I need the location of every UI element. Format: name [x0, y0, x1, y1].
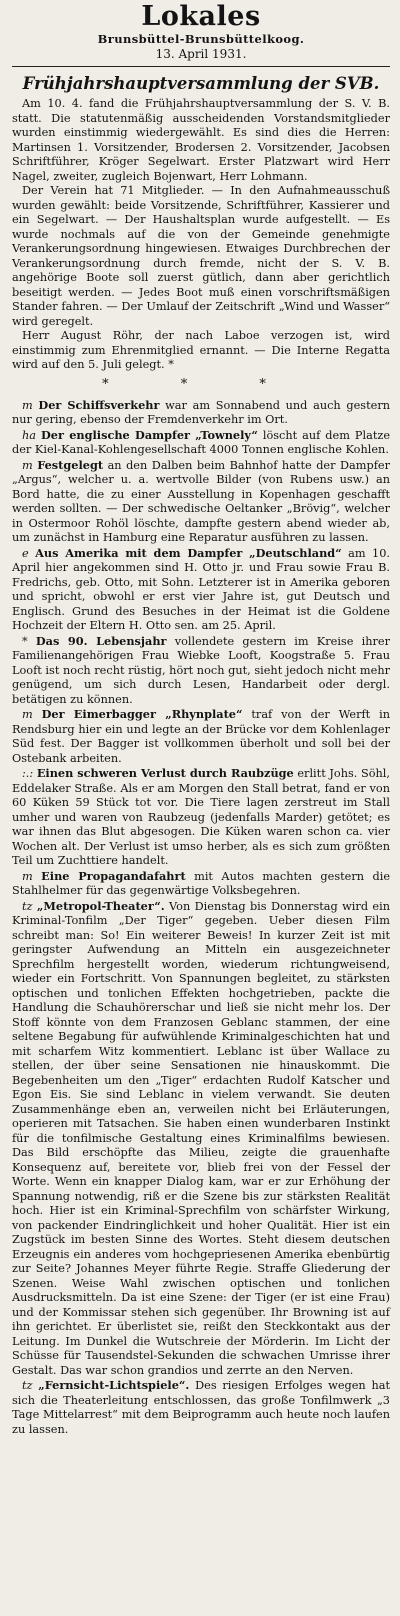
- notice-item: [12, 707, 390, 766]
- notice-lead: Eine Propagandafahrt: [41, 868, 186, 883]
- notice-tag: tz: [22, 1379, 33, 1392]
- notice-item: [12, 428, 390, 458]
- notice-item: [12, 869, 390, 899]
- notice-text: an den Dalben beim Bahnhof hatte der Dampfer „Argus“, welcher u. a. wertvolle Bilder (von Rubens usw.) an Bord hatte, die zu einer Ausstellung in Kopenhagen geschafft werden sollten. — Der schwedische Oeltanker „Brövig“, welcher in Ostermoor Rohöl löschte, dampfte gestern abend wieder ab, um zunächst in Hamburg eine Reparatur ausführen zu lassen.: [12, 458, 391, 544]
- notice-text: Des riesigen Erfolges wegen hat sich die Theaterleitung entschlossen, das große Tonfilmwerk „3 Tage Mittelarrest“ mit dem Beiprogramm auch heute noch laufen zu lassen.: [12, 1379, 390, 1436]
- separator-stars: * * *: [102, 376, 300, 392]
- notice-lead: Einen schweren Verlust durch Raubzüge: [36, 766, 294, 780]
- notice-item: [12, 766, 390, 869]
- notice-lead: Das 90. Lebensjahr: [35, 633, 167, 648]
- masthead-subtitle: Brunsbüttel-Brunsbüttelkoog.: [97, 32, 305, 46]
- notice-lead: „Metropol-Theater“.: [36, 898, 165, 913]
- article-paragraph: Herr August Röhr, der nach Laboe verzogen ist, wird einstimmig zum Ehrenmitglied ernannt. — Die Interne Regatta wird auf den 5. Juli gelegt. *: [12, 329, 390, 371]
- masthead: [12, 2, 390, 62]
- notice-lead: Der Schiffsverkehr: [38, 397, 160, 412]
- notice-tag: m: [22, 869, 33, 883]
- notice-tag: *: [22, 634, 28, 648]
- section-title: Lokales: [141, 1, 261, 32]
- notice-tag: :.:: [22, 767, 34, 780]
- article-paragraph: Am 10. 4. fand die Frühjahrshauptversammlung der S. V. B. statt. Die statutenmäßig ausscheidenden Vorstandsmitglieder wurden einstimmig wiedergewählt. Es sind dies die Herren: Martinsen 1. Vorsitzender, Brodersen 2. Vorsitzender, Jacobsen Schriftführer, Kröger Segelwart. Erster Platzwart wird Herr Nagel, zweiter, zugleich Bojenwart, Herr Lohmann.: [12, 97, 390, 183]
- notice-tag: m: [22, 708, 33, 721]
- notice-item: [12, 546, 390, 634]
- notice-item: [12, 398, 390, 428]
- article-svb: [12, 73, 390, 373]
- article-paragraph: Der Verein hat 71 Mitglieder. — In den Aufnahmeausschuß wurden gewählt: beide Vorsitzende, Schriftführer, Kassierer und ein Segelwart. — Der Haushaltsplan wurde aufgestellt. — Es wurde nochmals auf die von der Gemeinde genehmigte Verankerungsordnung hingewiesen. Etwaiges Durchbrechen der Verankerungsordnung durch fremde, nicht der S. V. B. angehörige Boote soll zuerst gütlich, dann aber gerichtlich beseitigt werden. — Jedes Boot muß einen vorschriftsmäßigen Stander fahren. — Der Umlauf der Zeitschrift „Wind und Wasser“ wird geregelt.: [12, 184, 390, 328]
- notice-lead: Festgelegt: [37, 457, 104, 472]
- notice-item: [12, 458, 390, 546]
- notice-tag: m: [22, 398, 33, 412]
- notice-text: war am Sonnabend und auch gestern nur gering, ebenso der Fremdenverkehr im Ort.: [12, 398, 390, 426]
- notice-text: am 10. April hier angekommen sind H. Otto jr. und Frau sowie Frau B. Fredrichs, geb. Otto, mit Sohn. Letzterer ist in Amerika geboren und spricht, obwohl er erst vier Jahre ist, gut Deutsch und Englisch. Grund des Besuches in der Heimat ist die Goldene Hochzeit der Eltern H. Otto sen. am 25. April.: [12, 546, 390, 632]
- notice-text: Von Dienstag bis Donnerstag wird ein Kriminal-Tonfilm „Der Tiger“ gegeben. Ueber diesen Film schreibt man: So! Ein weiterer Beweis! In kurzer Zeit ist mit geringster Aufwendung an Mitteln ein ausgezeichneter Sprechfilm hergestellt worden, wiederum richtungweisend, wieder ein Fortschritt. Von Spannungen begleitet, zu stärksten optischen und tonlichen Effekten hochgetrieben, packte die Handlung die Schauhörerschar und ließ sie nicht mehr los. Der Stoff könnte von dem Franzosen Geblanc stammen, der eine seltene Begabung für aufwühlende Kriminalgeschichten hat und mit scharfem Witz kommentiert. Leblanc ist über Wallace zu stellen, der über seine Sensationen nie hinauskommt. Die Begebenheiten um den „Tiger“ erdachten Rudolf Katscher und Egon Eis. Sie sind Leblanc in vielem verwandt. Sie deuten Zusammenhänge eben an, verweilen nicht bei Erläuterungen, operieren mit Tatsachen. Sie haben einen wunderbaren Instinkt für die tonfilmische Gestaltung eines Kriminalfilms bewiesen. Das Bild erschöpfte das Milieu, zeigte die grauenhafte Konsequenz auf, bereitete vor, blieb frei von der Fessel der Worte. Wenn ein knapper Dialog kam, war er zur Erhöhung der Spannung notwendig, riß er die Szene bis zur stärksten Realität hoch. Hier ist ein Kriminal-Sprechfilm von schärfster Wirkung, von packender Eindringlichkeit und hoher Qualität. Hier ist ein Zugstück im besten Sinne des Wortes. Steht diesem deutschen Erzeugnis ein anderes vom hochgepriesenen Amerika ebenbürtig zur Seite? Johannes Meyer führte Regie. Straffe Gliederung der Szenen. Weise Wahl zwischen optischen und tonlichen Ausdrucksmitteln. Da ist eine Szene: der Tiger (er ist eine Frau) und der Kommissar stehen sich gegenüber. Ihr Browning ist auf ihn gerichtet. Er überlistet sie, reißt den Steckkontakt aus der Leitung. Im Dunkel die Wutschreie der Mörderin. Im Licht der Schüsse für Tausendstel-Sekunden die schwachen Umrisse ihrer Gestalt. Das war schon grandios und zerrte an den Nerven.: [12, 899, 391, 1377]
- notice-text: traf von der Werft in Rendsburg hier ein und legte an der Brücke vor dem Kohlenlager Süd fest. Der Bagger ist vollkommen überholt und soll bei der Ostebank arbeiten.: [12, 708, 390, 765]
- notice-lead: „Fernsicht-Lichtspiele“.: [38, 1378, 190, 1392]
- notice-tag: e: [22, 546, 29, 560]
- notice-lead: Aus Amerika mit dem Dampfer „Deutschland“: [35, 545, 342, 560]
- notice-text: vollendete gestern im Kreise ihrer Familienangehörigen Frau Wiebke Looft, Koogstraße 5. Frau Looft ist noch recht rüstig, hört noch gut, sieht jedoch nicht mehr genügend, um sich durch Lesen, Handarbeit oder dergl. betätigen zu können.: [12, 634, 391, 706]
- article-headline: Frühjahrshauptversammlung der SVB.: [22, 74, 380, 93]
- masthead-date: 13. April 1931.: [155, 47, 247, 61]
- notice-item: [12, 634, 390, 708]
- notice-tag: tz: [22, 899, 33, 913]
- masthead-rule: [12, 66, 390, 67]
- local-notices: [12, 398, 390, 1438]
- notice-text: mit Autos machten gestern die Stahlhelmer für das gegenwärtige Volksbegehren.: [12, 869, 391, 897]
- notice-item: [12, 1378, 390, 1437]
- notice-tag: m: [22, 458, 33, 472]
- notice-text: löscht auf dem Platze der Kiel-Kanal-Kohlengesellschaft 4000 Tonnen englische Kohlen.: [12, 428, 391, 456]
- notice-tag: ha: [22, 428, 37, 442]
- notice-lead: Der Eimerbagger „Rhynplate“: [41, 707, 243, 721]
- notice-lead: Der englische Dampfer „Townely“: [40, 427, 258, 442]
- notice-text: erlitt Johs. Söhl, Eddelaker Straße. Als er am Morgen den Stall betrat, fand er von 60 Küken 59 Stück tot vor. Die Tiere lagen zerstreut im Stall umher und waren von Raubzeug (jedenfalls Marder) getötet; es war ihnen das Blut abgesogen. Die Küken waren schon ca. vier Wochen alt. Der Verlust ist umso herber, als es sich zum größten Teil um Zuchttiere handelt.: [12, 767, 390, 867]
- notice-item: [12, 899, 390, 1379]
